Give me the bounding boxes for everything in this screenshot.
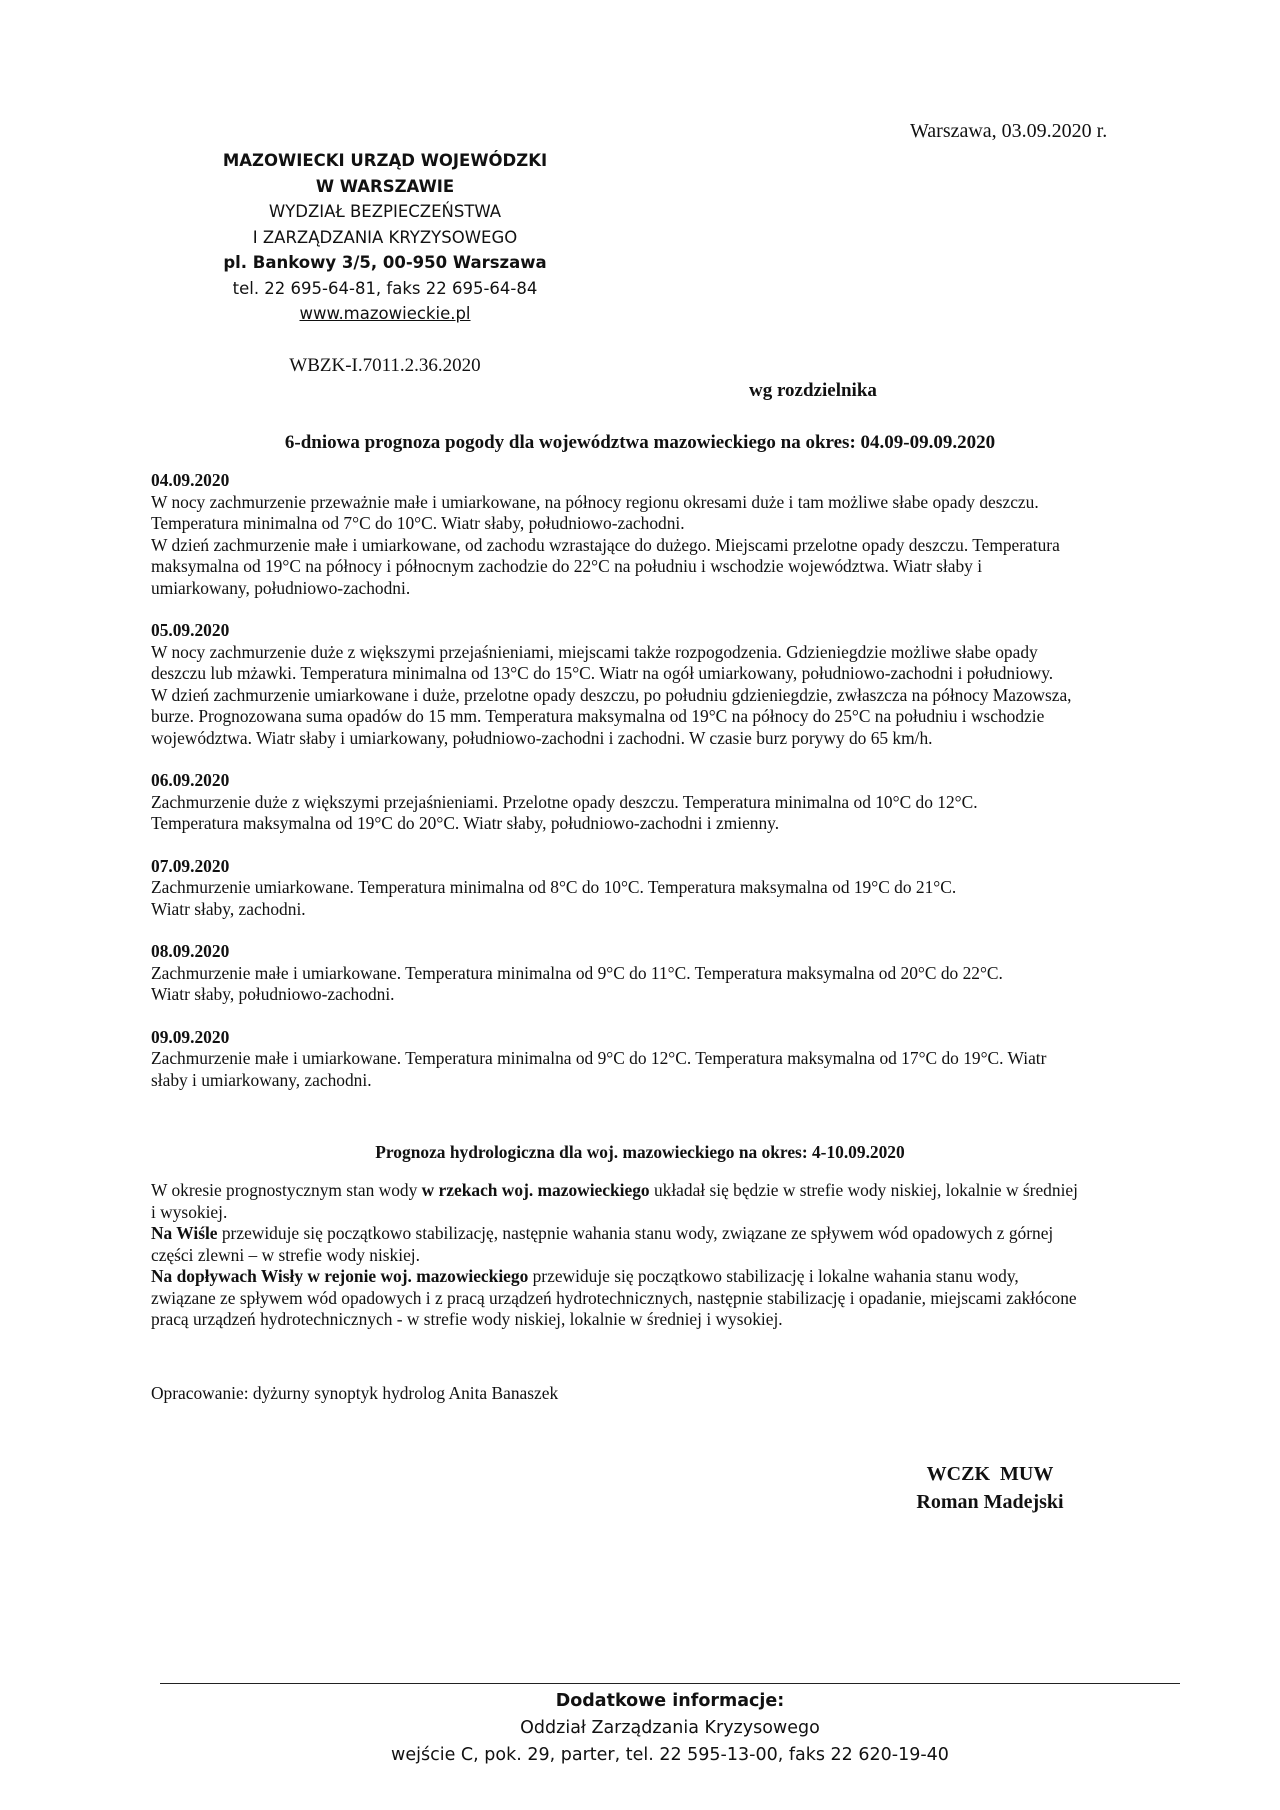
hydro-forecast xyxy=(151,1180,1191,1331)
forecast-line: W nocy zachmurzenie przeważnie małe i umiarkowane, na północy regionu okresami duże i tam możliwe słabe opady deszczu. xyxy=(151,491,1039,512)
forecast-line: W dzień zachmurzenie małe i umiarkowane, od zachodu wzrastające do dużego. Miejscami przelotne opady deszczu. Temperatura xyxy=(151,534,1060,555)
hydro-region: w rzekach woj. mazowieckiego xyxy=(421,1180,650,1200)
hydro-forecast-title: Prognoza hydrologiczna dla woj. mazowieckiego na okres: 4-10.09.2020 xyxy=(375,1142,905,1162)
hydro-line xyxy=(151,1223,1191,1245)
forecast-day-date: 04.09.2020 xyxy=(151,470,230,490)
forecast-line: Zachmurzenie duże z większymi przejaśnieniami. Przelotne opady deszczu. Temperatura minimalna od 10°C do 12°C. xyxy=(151,791,978,812)
forecast-line: Zachmurzenie małe i umiarkowane. Temperatura minimalna od 9°C do 12°C. Temperatura maksymalna od 17°C do 19°C. Wiatr xyxy=(151,1048,1047,1068)
signature-block xyxy=(880,1460,1100,1516)
institution-phone: tel. 22 695-64-81, faks 22 695-64-84 xyxy=(232,278,538,298)
forecast-title: 6-dniowa prognoza pogody dla województwa mazowieckiego na okres: 04.09-09.09.2020 xyxy=(284,432,996,453)
footer xyxy=(0,1688,1280,1769)
forecast-line: W dzień zachmurzenie umiarkowane i duże, przelotne opady deszczu, po południu gdzieniegdzie, zwłaszcza na północy Mazowsza, xyxy=(151,684,1072,705)
hydro-text: układał się będzie w strefie wody niskiej, lokalnie w średniej xyxy=(649,1180,1078,1200)
hydro-line: związane ze spływem wód opadowych i z pracą urządzeń hydrotechnicznych, następnie stabilizację i opadanie, miejscami zakłócone xyxy=(151,1287,1077,1308)
forecast-line: Temperatura minimalna od 7°C do 10°C. Wiatr słaby, południowo-zachodni. xyxy=(151,513,685,533)
forecast-day xyxy=(151,620,1191,749)
forecast-line: Zachmurzenie umiarkowane. Temperatura minimalna od 8°C do 10°C. Temperatura maksymalna od 19°C do 21°C. xyxy=(151,877,957,897)
signature-name: Roman Madejski xyxy=(916,1491,1064,1513)
weather-forecast xyxy=(151,470,1191,1112)
hydro-line: części zlewni – w strefie wody niskiej. xyxy=(151,1244,420,1265)
hydro-text: przewiduje się początkowo stabilizację, następnie wahania stanu wody, związane ze spływem wód opadowych z górnej xyxy=(217,1223,1054,1243)
forecast-line: deszczu lub mżawki. Temperatura minimalna od 13°C do 15°C. Wiatr na ogół umiarkowany, południowo-zachodni i południowy. xyxy=(151,663,1054,683)
department-name-line2: I ZARZĄDZANIA KRYZYSOWEGO xyxy=(252,227,518,247)
footer-contact: wejście C, pok. 29, parter, tel. 22 595-13-00, faks 22 620-19-40 xyxy=(391,1745,949,1765)
forecast-day xyxy=(151,1027,1191,1092)
forecast-day-date: 08.09.2020 xyxy=(151,941,230,961)
institution-city: W WARSZAWIE xyxy=(315,176,455,196)
hydro-line: pracą urządzeń hydrotechnicznych - w strefie wody niskiej, lokalnie w średniej i wysokiej. xyxy=(151,1309,783,1329)
institution-header xyxy=(220,148,550,327)
forecast-line: maksymalna od 19°C na północy i północnym zachodzie do 22°C na południu i wschodzie województwa. Wiatr słaby i xyxy=(151,556,983,576)
footer-department: Oddział Zarządzania Kryzysowego xyxy=(520,1718,820,1738)
distribution-note: wg rozdzielnika xyxy=(749,380,877,401)
reference-number: WBZK-I.7011.2.36.2020 xyxy=(289,355,481,376)
forecast-line: Wiatr słaby, zachodni. xyxy=(151,898,306,919)
website-link[interactable]: www.mazowieckie.pl xyxy=(299,304,471,323)
place-date: Warszawa, 03.09.2020 r. xyxy=(910,120,1108,142)
forecast-day xyxy=(151,941,1191,1006)
forecast-line: Temperatura maksymalna od 19°C do 20°C. Wiatr słaby, południowo-zachodni i zmienny. xyxy=(151,813,780,833)
institution-address: pl. Bankowy 3/5, 00-950 Warszawa xyxy=(223,253,547,272)
department-name-line1: WYDZIAŁ BEZPIECZEŃSTWA xyxy=(268,202,502,221)
forecast-line: umiarkowany, południowo-zachodni. xyxy=(151,577,411,598)
hydro-text: przewiduje się początkowo stabilizację i lokalne wahania stanu wody, xyxy=(528,1266,1019,1286)
forecast-day xyxy=(151,770,1191,835)
institution-name: MAZOWIECKI URZĄD WOJEWÓDZKI xyxy=(222,151,548,170)
forecast-day xyxy=(151,470,1191,599)
hydro-line xyxy=(151,1266,1191,1288)
signature-unit: WCZK MUW xyxy=(926,1463,1054,1485)
hydro-line: i wysokiej. xyxy=(151,1201,228,1222)
forecast-day xyxy=(151,856,1191,921)
forecast-line: W nocy zachmurzenie duże z większymi przejaśnieniami, miejscami także rozpogodzenia. Gdzieniegdzie możliwe słabe opady xyxy=(151,641,1038,662)
forecast-day-date: 09.09.2020 xyxy=(151,1026,230,1047)
footer-title: Dodatkowe informacje: xyxy=(555,1691,785,1711)
hydro-line xyxy=(151,1180,1191,1202)
hydro-text: W okresie prognostycznym stan wody xyxy=(151,1180,422,1200)
hydro-region: Na dopływach Wisły w rejonie woj. mazowieckiego xyxy=(151,1266,529,1286)
forecast-line: słaby i umiarkowany, zachodni. xyxy=(151,1069,372,1090)
forecast-line: burze. Prognozowana suma opadów do 15 mm. Temperatura maksymalna od 19°C na północy do 25°C na południu i wschodzie xyxy=(151,706,1045,726)
forecast-day-date: 07.09.2020 xyxy=(151,855,230,876)
forecast-line: Wiatr słaby, południowo-zachodni. xyxy=(151,984,395,1004)
forecast-day-date: 05.09.2020 xyxy=(151,620,230,640)
prepared-by: Opracowanie: dyżurny synoptyk hydrolog Anita Banaszek xyxy=(151,1383,559,1403)
footer-divider xyxy=(160,1683,1180,1684)
forecast-line: Zachmurzenie małe i umiarkowane. Temperatura minimalna od 9°C do 11°C. Temperatura maksymalna od 20°C do 22°C. xyxy=(151,962,1003,983)
forecast-day-date: 06.09.2020 xyxy=(151,770,230,790)
hydro-region: Na Wiśle xyxy=(151,1223,218,1243)
forecast-line: województwa. Wiatr słaby i umiarkowany, południowo-zachodni i zachodni. W czasie burz porywy do 65 km/h. xyxy=(151,727,933,748)
